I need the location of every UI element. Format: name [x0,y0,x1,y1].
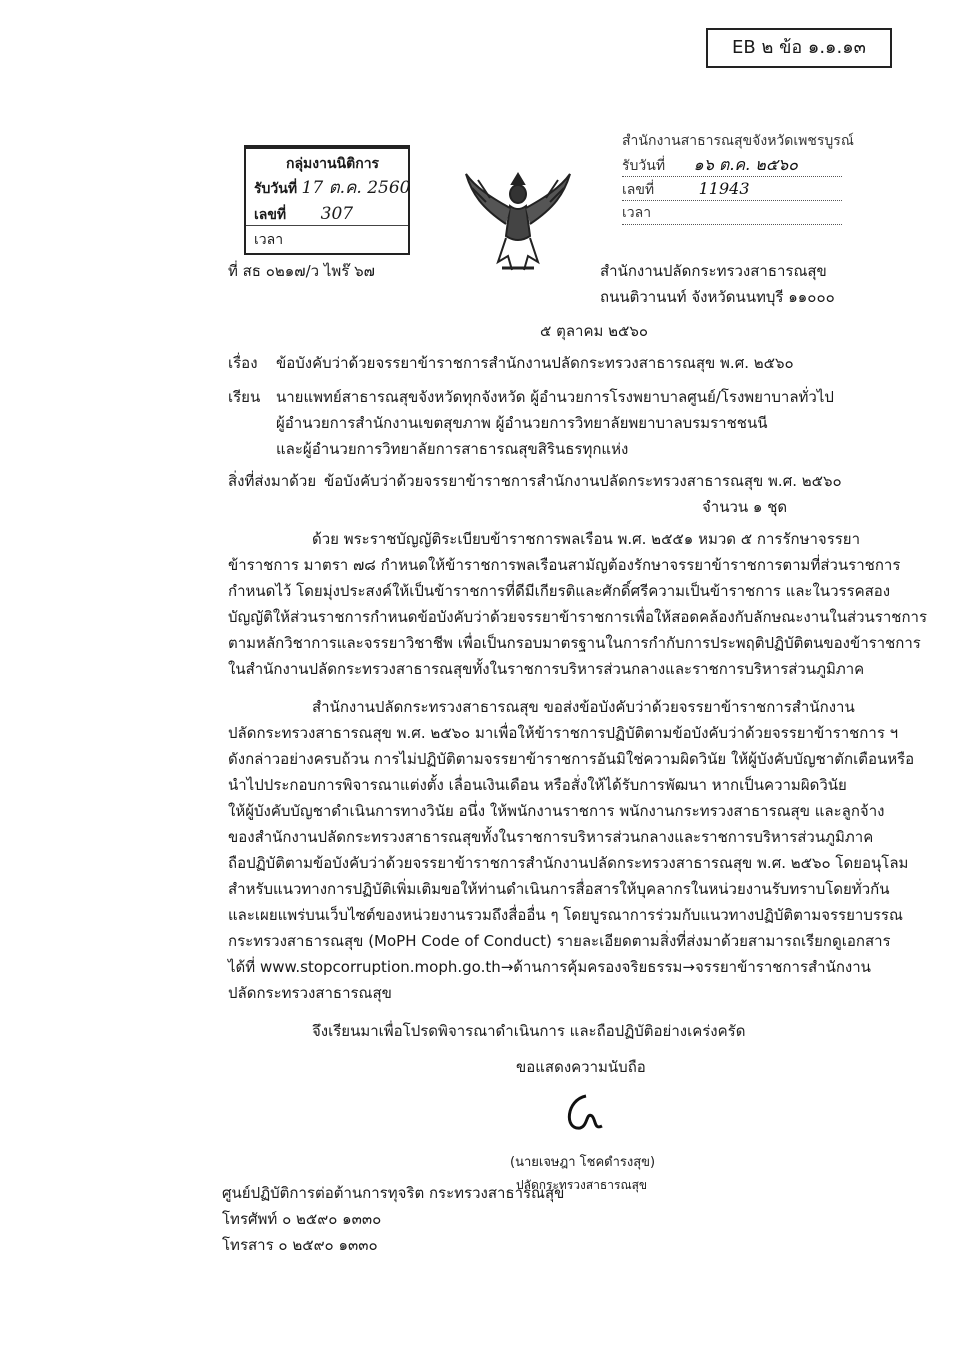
receive-stamp-legal [244,145,410,255]
paragraph-line: นำไปประกอบการพิจารณาแต่งตั้ง เลื่อนเงินเดือน หรือสั่งให้ได้รับการพัฒนา หากเป็นความผิดวินัย [228,776,847,794]
paragraph-line: ด้วย พระราชบัญญัติระเบียบข้าราชการพลเรือน พ.ศ. ๒๕๕๑ หมวด ๕ การรักษาจรรยา [312,530,861,548]
document-date: ๕ ตุลาคม ๒๕๖๐ [540,322,649,340]
stamp2-received-label: รับวันที่ [622,158,666,174]
signer-title: ปลัดกระทรวงสาธารณสุข [516,1178,648,1192]
subject-text: ข้อบังคับว่าด้วยจรรยาข้าราชการสำนักงานปลัดกระทรวงสาธารณสุข พ.ศ. ๒๕๖๐ [276,354,794,372]
stamp2-number-value: 11943 [698,179,750,198]
stamp-received-value: 17 ต.ค. 2560 [301,178,411,198]
paragraph-line: ปลัดกระทรวงสาธารณสุข [228,984,392,1002]
sender-line-2: ถนนติวานนท์ จังหวัดนนทบุรี ๑๑๐๐๐ [600,288,835,306]
signature-icon [556,1086,616,1146]
paragraph-2 [228,694,915,1006]
paragraph-line: ของสำนักงานปลัดกระทรวงสาธารณสุขทั้งในราชการบริหารส่วนกลางและราชการบริหารส่วนภูมิภาค [228,828,874,846]
stamp-number-value: 307 [320,204,354,224]
stamp2-time-label: เวลา [622,202,842,225]
reference-box: EB ๒ ข้อ ๑.๑.๑๓ [706,28,892,68]
enclosure-label: สิ่งที่ส่งมาด้วย [228,472,317,490]
to-line: และผู้อำนวยการวิทยาลัยการสาธารณสุขสิรินธรทุกแห่ง [276,440,629,458]
stamp-title: กลุ่มงานนิติการ [286,156,380,172]
enclosure-count: จำนวน ๑ ชุด [702,498,788,516]
enclosure-text: ข้อบังคับว่าด้วยจรรยาข้าราชการสำนักงานปลัดกระทรวงสาธารณสุข พ.ศ. ๒๕๖๐ [324,472,842,490]
footer-unit: ศูนย์ปฏิบัติการต่อต้านการทุจริต กระทรวงสาธารณสุข [222,1184,565,1202]
paragraph-line: ได้ที่ www.stopcorruption.moph.go.th→ด้านการคุ้มครองจริยธรรม→จรรยาข้าราชการสำนักงาน [228,958,871,976]
paragraph-line: บัญญัติให้ส่วนราชการกำหนดข้อบังคับว่าด้วยจรรยาข้าราชการเพื่อให้สอดคล้องกับลักษณะงานในส่วนราชการ [228,608,928,626]
paragraph-line: และเผยแพร่บนเว็บไซต์ของหน่วยงานรวมถึงสื่ออื่น ๆ โดยบูรณาการร่วมกับแนวทางปฏิบัติตามจรรยาบรรณ [228,906,903,924]
closing-sentence: จึงเรียนมาเพื่อโปรดพิจารณาดำเนินการ และถือปฏิบัติอย่างเคร่งครัด [312,1022,746,1040]
stamp-received-label: รับวันที่ [254,181,298,197]
paragraph-line: ข้าราชการ มาตรา ๗๘ กำหนดให้ข้าราชการพลเรือนสามัญต้องรักษาจรรยาข้าราชการตามที่ส่วนราชการ [228,556,901,574]
paragraph-line: กำหนดไว้ โดยมุ่งประสงค์ให้เป็นข้าราชการที่ดีมีเกียรติและศักดิ์ศรีความเป็นข้าราชการ และในวรรคสอง [228,582,891,600]
paragraph-1 [228,526,928,682]
subject-label: เรื่อง [228,354,258,372]
paragraph-line: สำหรับแนวทางการปฏิบัติเพิ่มเติมขอให้ท่านดำเนินการสื่อสารให้บุคลากรในหน่วยงานรับทราบโดยทั่วกัน [228,880,890,898]
footer-phone: โทรศัพท์ ๐ ๒๕๙๐ ๑๓๓๐ [222,1210,382,1228]
to-line: ผู้อำนวยการสำนักงานเขตสุขภาพ ผู้อำนวยการวิทยาลัยพยาบาลบรมราชชนนี [276,414,768,432]
stamp-time-label: เวลา [254,232,284,248]
paragraph-line: ดังกล่าวอย่างครบถ้วน การไม่ปฏิบัติตามจรรยาข้าราชการอันมิใช่ความผิดวินัย ให้ผู้บังคับบัญชาตักเตือนหรือ [228,750,915,768]
stamp2-office: สำนักงานสาธารณสุขจังหวัดเพชรบูรณ์ [622,133,854,149]
regards: ขอแสดงความนับถือ [516,1058,646,1076]
paragraph-line: กระทรวงสาธารณสุข (MoPH Code of Conduct) รายละเอียดตามสิ่งที่ส่งมาด้วยสามารถเรียกดูเอกสาร [228,932,891,950]
stamp2-number-label: เลขที่ [622,182,655,198]
receive-stamp-provincial [622,130,862,220]
garuda-emblem-icon [462,168,574,278]
document-number: ที่ สธ ๐๒๑๗/ว ไพร๊ ๖๗ [228,262,375,280]
paragraph-line: ให้ผู้บังคับบัญชาดำเนินการทางวินัย อนึ่ง ให้พนักงานราชการ พนักงานกระทรวงสาธารณสุข และลูกจ้าง [228,802,885,820]
paragraph-line: ปลัดกระทรวงสาธารณสุข พ.ศ. ๒๕๖๐ มาเพื่อให้ข้าราชการปฏิบัติตามข้อบังคับว่าด้วยจรรยาข้าราชการ ฯ [228,724,899,742]
to-line: นายแพทย์สาธารณสุขจังหวัดทุกจังหวัด ผู้อำนวยการโรงพยาบาลศูนย์/โรงพยาบาลทั่วไป [276,388,834,406]
signer-name: (นายเจษฎา โชคดำรงสุข) [510,1155,656,1170]
to-label: เรียน [228,388,261,406]
paragraph-line: ตามหลักวิชาการและจรรยาวิชาชีพ เพื่อเป็นกรอบมาตรฐานในการกำกับการประพฤติปฏิบัติตนของข้าราชการ [228,634,921,652]
paragraph-line: สำนักงานปลัดกระทรวงสาธารณสุข ขอส่งข้อบังคับว่าด้วยจรรยาข้าราชการสำนักงาน [312,698,855,716]
footer-fax: โทรสาร ๐ ๒๕๙๐ ๑๓๓๐ [222,1236,378,1254]
stamp2-received-value: ๑๖ ต.ค. ๒๕๖๐ [693,155,798,174]
stamp-number-label: เลขที่ [254,207,287,223]
paragraph-line: ในสำนักงานปลัดกระทรวงสาธารณสุขทั้งในราชการบริหารส่วนกลางและราชการบริหารส่วนภูมิภาค [228,660,865,678]
paragraph-line: ถือปฏิบัติตามข้อบังคับว่าด้วยจรรยาข้าราชการสำนักงานปลัดกระทรวงสาธารณสุข พ.ศ. ๒๕๖๐ โดยอนุโลม [228,854,909,872]
sender-line-1: สำนักงานปลัดกระทรวงสาธารณสุข [600,262,827,280]
